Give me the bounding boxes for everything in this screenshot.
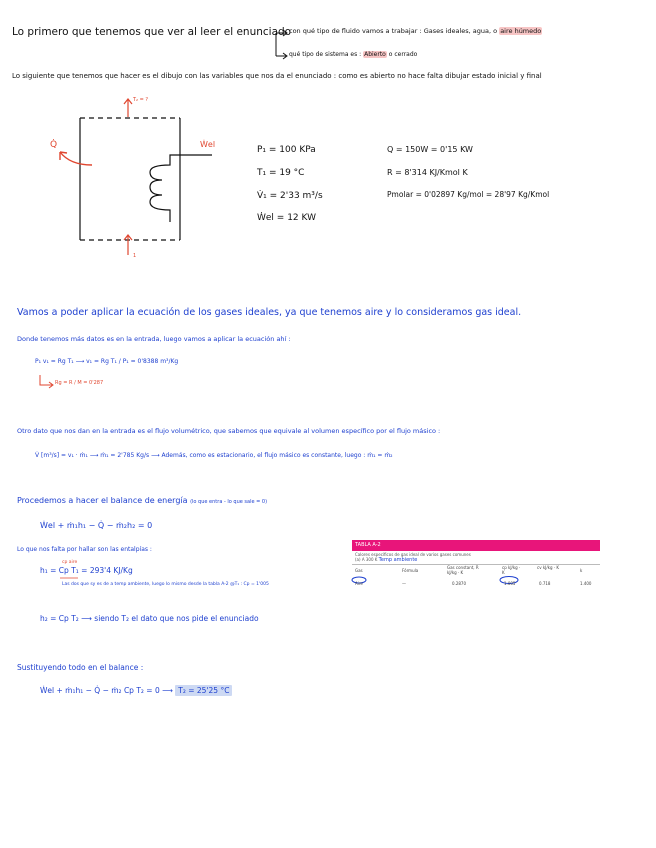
table-subtitle-main: Calores específicos de gas ideal de varios gases comunes <box>355 552 471 557</box>
table-cell: 1.400 <box>580 581 592 586</box>
intro-branch-2-text: qué tipo de sistema es : <box>289 51 362 58</box>
table-header-cell: cv kJ/kg · K <box>537 565 559 570</box>
section-4-eq: Ẇel + ṁ₁h₁ − Q̇ − ṁ₂ Cp T₂ = 0 ⟶ <box>40 686 173 695</box>
w-label: Ẇel <box>200 140 216 149</box>
section-3-h1: h₁ = Cp T₁ = 293'4 KJ/Kg <box>40 566 133 575</box>
intro-branch-2-highlight: Abierto <box>364 51 386 58</box>
section-3-sub: Lo que nos falta por hallar son las entalpías : <box>17 546 152 553</box>
section-2-title: Otro dato que nos dan en la entrada es el flujo volumétrico, que sabemos que equivale al volumen específico por el flujo másico : <box>17 427 441 435</box>
given-v1: V̇₁ = 2'33 m³/s <box>257 191 323 201</box>
section-3-h2: h₂ = Cp T₂ ⟶ siendo T₂ el dato que nos pide el enunciado <box>40 614 259 623</box>
table-header-cell: Gas constant, R kJ/kg · K <box>447 565 479 575</box>
table-row <box>352 579 600 589</box>
table-cell: 0.2870 <box>452 581 466 586</box>
intro-branch-1-text: con qué tipo de fluido vamos a trabajar : Gases ideales, agua, o <box>289 27 498 35</box>
section-4-result: T₂ = 25'25 °C <box>175 685 232 696</box>
table-cell: 1.005 <box>504 581 516 586</box>
table-title: TABLA A-2 <box>352 540 600 551</box>
table-header-cell: Fórmula <box>402 568 419 573</box>
given-q: Q = 150W = 0'15 KW <box>387 145 473 154</box>
section-3-title <box>17 496 267 506</box>
q-arrow <box>60 152 92 165</box>
inlet-label: 1 <box>133 253 137 259</box>
table-a2 <box>352 540 600 598</box>
table-header-cell: Gas <box>355 568 363 573</box>
section-3-title-note: (lo que entra - lo que sale = 0) <box>190 499 268 505</box>
table-cell: — <box>402 581 406 586</box>
outlet-label: T₂ = ? <box>133 97 149 103</box>
intro-line-2: Lo siguiente que tenemos que hacer es el dibujo con las variables que nos da el enunciado : como es abierto no hace falta dibujar estado inicial y final <box>12 72 542 80</box>
table-subtitle <box>352 551 600 565</box>
section-2-eq: V̇ [m³/s] = v₁ · ṁ₁ ⟶ ṁ₁ = 2'785 Kg/s ⟶ Además, como es estacionario, el flujo másico es constante, luego : ṁ₁ = ṁ₂ <box>35 452 393 459</box>
given-r: R = 8'314 KJ/Kmol K <box>387 168 468 177</box>
table-header-cell: cp kJ/kg · K <box>502 565 521 575</box>
branch-bracket <box>276 30 287 59</box>
intro-line-1: Lo primero que tenemos que ver al leer el enunciado <box>12 26 292 38</box>
section-4-title: Sustituyendo todo en el balance : <box>17 663 144 672</box>
section-3-cp-note: cp aire <box>62 560 78 565</box>
table-subtitle-2: (a) A 300 K <box>355 557 378 562</box>
intro-branch-1-highlight: aire húmedo <box>500 27 542 35</box>
section-3-title-text: Procedemos a hacer el balance de energía <box>17 496 188 505</box>
section-4-eq-line <box>40 687 232 696</box>
section-3-eq: Ẇel + ṁ₁h₁ − Q̇ − ṁ₂h₂ = 0 <box>40 521 153 530</box>
given-t1: T₁ = 19 °C <box>257 168 305 178</box>
section-1-title: Vamos a poder aplicar la ecuación de los gases ideales, ya que tenemos aire y lo consideramos gas ideal. <box>17 307 522 318</box>
section-1-sub: Donde tenemos más datos es en la entrada, luego vamos a aplicar la ecuación ahí : <box>17 335 291 343</box>
inlet-arrow <box>124 235 132 255</box>
table-cell: 0.718 <box>539 581 551 586</box>
intro-branch-2-post: o cerrado <box>388 51 418 58</box>
table-cell: Aire <box>355 581 363 586</box>
outlet-arrow <box>124 99 132 117</box>
table-header-cell: k <box>580 568 583 573</box>
given-wel: Ẇel = 12 KW <box>257 213 316 223</box>
section-3-h1-note: Las dos que sy es de a temp ambiente, luego lo mismo desde la tabla A-2 @T₁ : Cp = 1'005 <box>62 582 269 587</box>
heater-coil <box>150 155 212 222</box>
table-header-row <box>352 565 600 579</box>
given-pmolar: Pmolar = 0'02897 Kg/mol = 28'97 Kg/Kmol <box>387 190 550 199</box>
q-label: Q̇ <box>50 140 58 150</box>
table-hw-note: Temp ambiente <box>378 557 418 563</box>
section-1-eq1: P₁ v₁ = Rg T₁ ⟶ v₁ = Rg T₁ / P₁ = 0'8388 m³/Kg <box>35 358 179 365</box>
given-p1: P₁ = 100 KPa <box>257 145 316 155</box>
control-volume <box>80 118 180 240</box>
section-1-eq2: Rg = R / M = 0'287 <box>55 380 104 386</box>
rg-arrow <box>40 375 53 388</box>
